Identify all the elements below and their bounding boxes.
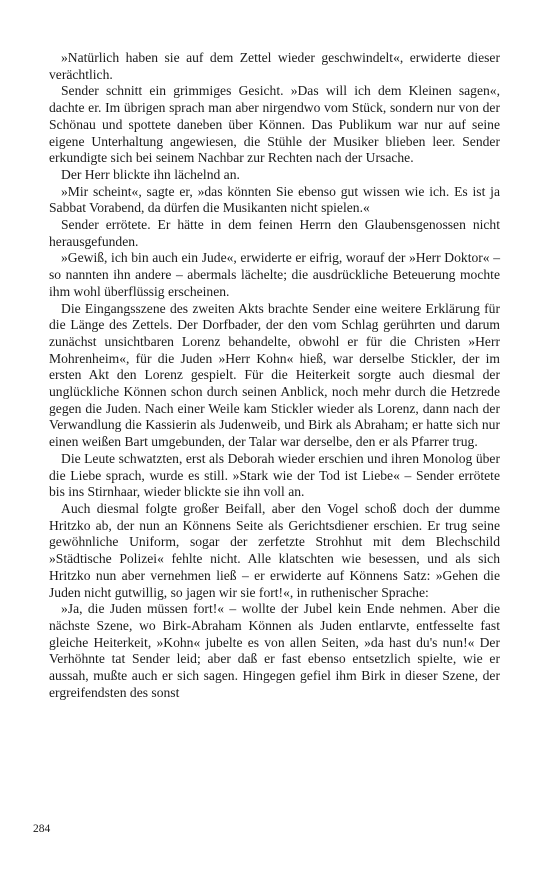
page-number: 284 (33, 823, 51, 835)
paragraph: »Ja, die Juden müssen fort!« – wollte der Jubel kein Ende nehmen. Aber die nächste Szene, wo Birk-Abraham Können als Juden entlarvte, entfesselte fast gleiche Heiterkeit, »Kohn« jubelte es von allen Seiten, »da hast du's nun!« Der Verhöhnte tat Sender leid; aber daß er fast ebenso entsetzlich spielte, wie er aussah, mußte auch er sich sagen. Hingegen gefiel ihm Birk in dieser Szene, der ergreifendsten des sonst (49, 601, 500, 700)
paragraph: Auch diesmal folgte großer Beifall, aber den Vogel schoß doch der dumme Hritzko ab, der nun an Könnens Seite als Gerichtsdiener erschien. Er trug seine gewöhnliche Uniform, sogar der zerfetzte Strohhut mit dem Blechschild »Städtische Polizei« fehlte nicht. Alle klatschten wie besessen, und als sich Hritzko nun aber vernehmen ließ – er erwiderte auf Könnens Satz: »Gehen die Juden nicht gutwillig, so jagen wir sie fort!«, in ruthenischer Sprache: (49, 500, 500, 600)
paragraph: Sender errötete. Er hätte in dem feinen Herrn den Glaubensgenossen nicht herausgefunden. (49, 217, 500, 249)
paragraph: Der Herr blickte ihn lächelnd an. (61, 166, 240, 182)
paragraph: »Natürlich haben sie auf dem Zettel wieder geschwindelt«, erwiderte dieser verächtlich. (49, 50, 500, 82)
paragraph: Die Eingangsszene des zweiten Akts brachte Sender eine weitere Erklärung für die Länge des Zettels. Der Dorfbader, der den vom Schlag gerührten und darum zunächst unsichtbaren Lorenz behandelte, obwohl er für die Christen »Herr Mohrenheim«, für die Juden »Herr Kohn« hieß, war derselbe Stickler, der im ersten Akt den Lorenz gespielt. Für die Heiterkeit sorgte auch diesmal der unglückliche Können schon durch seinen Anblick, noch mehr durch die Hetzrede gegen die Juden. Nach einer Weile kam Stickler wieder als Lorenz, dann nach der Verwandlung die Kassierin als Judenweib, und Birk als Abraham; er hatte sich nur einen weißen Bart umgebunden, der Talar war derselbe, den er als Pfarrer trug. (49, 300, 500, 450)
paragraph: »Gewiß, ich bin auch ein Jude«, erwiderte er eifrig, worauf der »Herr Doktor« – so nannten ihn andere – abermals lächelte; die ausdrückliche Beteuerung mochte ihm wohl überflüssig erscheinen. (49, 250, 500, 299)
paragraph: Die Leute schwatzten, erst als Deborah wieder erschien und ihren Monolog über die Liebe sprach, wurde es still. »Stark wie der Tod ist Liebe« – Sender errötete bis ins Stirnhaar, wieder blickte sie ihn voll an. (49, 450, 500, 500)
paragraph: Sender schnitt ein grimmiges Gesicht. »Das will ich dem Kleinen sagen«, dachte er. Im übrigen sprach man aber nirgendwo vom Stück, sondern nur von der Schönau und spottete daneben über Können. Das Publikum war nur auf seine eigene Unterhaltung angewiesen, die Stühle der Musiker blieben leer. Sender erkundigte sich bei seinem Nachbar zur Rechten nach der Ursache. (49, 83, 500, 166)
paragraph: »Mir scheint«, sagte er, »das könnten Sie ebenso gut wissen wie ich. Es ist ja Sabbat Vorabend, da dürfen die Musikanten nicht spielen.« (49, 183, 500, 216)
body-text (49, 50, 500, 701)
